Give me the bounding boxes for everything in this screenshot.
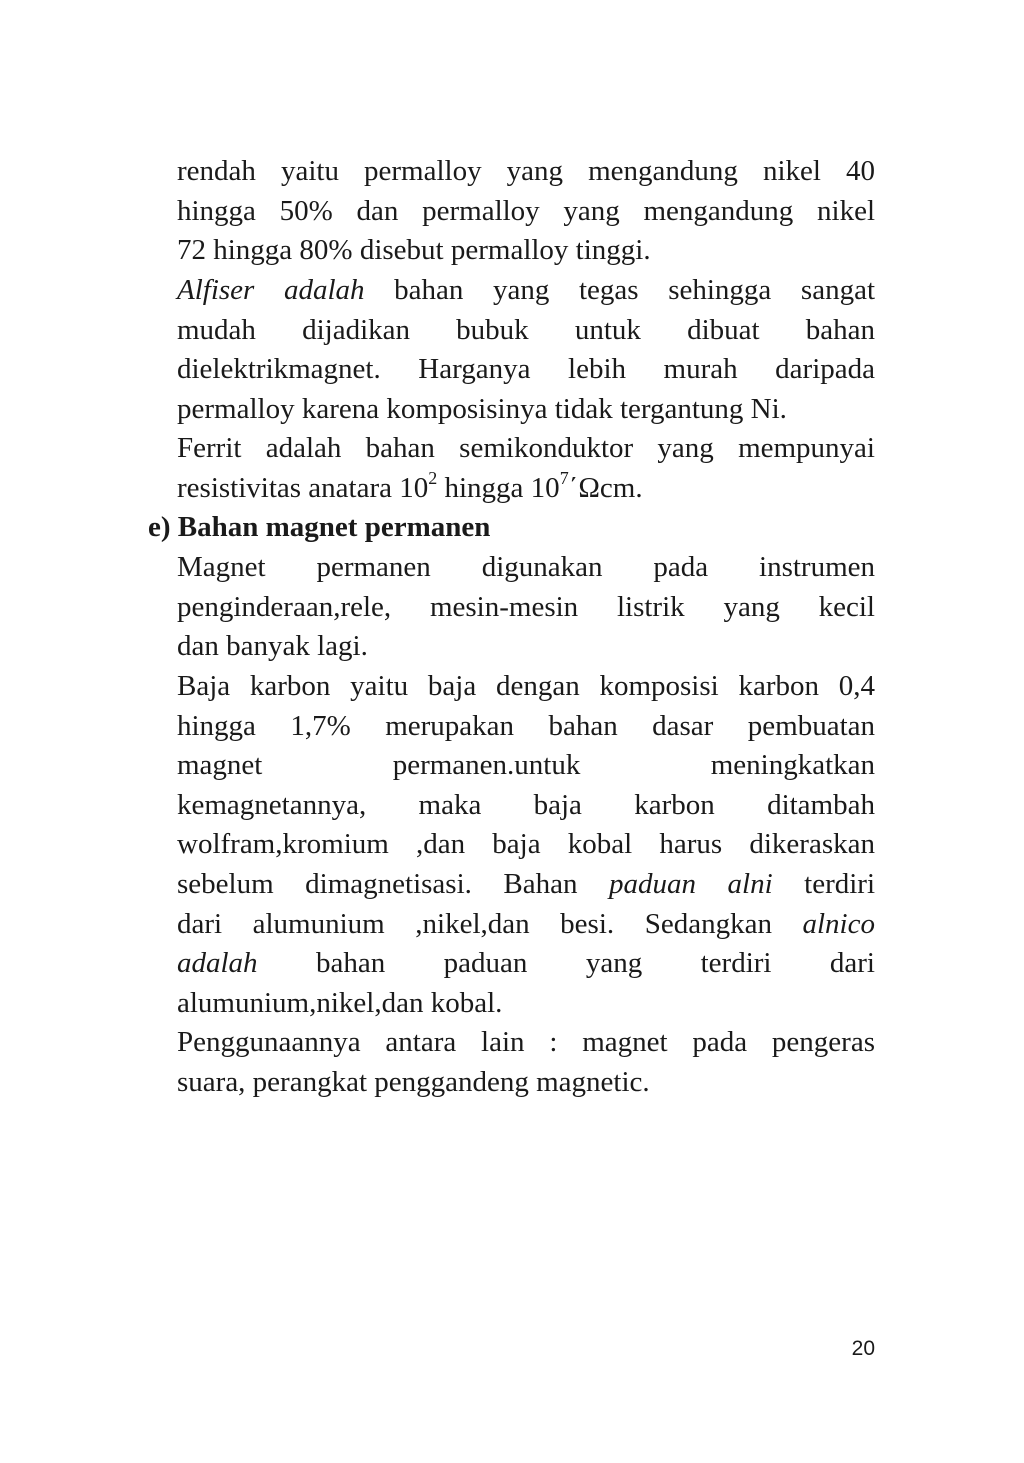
text-line: Baja karbon yaitu baja dengan komposisi karbon 0,4 bbox=[177, 670, 875, 702]
italic-term: Alfiser adalah bbox=[177, 274, 365, 306]
paragraph-penggunaan bbox=[177, 1023, 875, 1102]
text-line: dielektrikmagnet. Harganya lebih murah daripada bbox=[177, 353, 875, 386]
paragraph-permalloy bbox=[177, 152, 875, 271]
text-line: dan banyak lagi. bbox=[177, 630, 368, 663]
paragraph-baja-karbon bbox=[177, 667, 875, 1023]
italic-term: adalah bbox=[177, 947, 258, 980]
text-line: permalloy karena komposisinya tidak tergantung Ni. bbox=[177, 392, 787, 425]
text-line: Magnet permanen digunakan pada instrumen bbox=[177, 551, 875, 583]
text-line bbox=[177, 271, 875, 311]
text-run: bahan yang tegas sehingga sangat bbox=[364, 274, 876, 306]
text-line: kemagnetannya, maka baja karbon ditambah bbox=[177, 788, 875, 821]
text-line: Penggunaannya antara lain : magnet pada pengeras bbox=[177, 1026, 875, 1058]
text-line: Ferrit adalah bahan semikonduktor yang mempunyai bbox=[177, 432, 875, 464]
text-run: hingga 10 bbox=[437, 471, 560, 504]
resistivity-line bbox=[177, 469, 875, 509]
text-line: suara, perangkat penggandeng magnetic. bbox=[177, 1065, 650, 1098]
paragraph-magnet-permanen bbox=[177, 548, 875, 667]
text-run: terdiri bbox=[772, 867, 876, 900]
text-line bbox=[177, 865, 875, 905]
text-line: hingga 1,7% merupakan bahan dasar pembuatan bbox=[177, 709, 875, 742]
exponent: 7 bbox=[559, 467, 569, 488]
text-line: wolfram,kromium ,dan baja kobal harus dikeraskan bbox=[177, 828, 875, 861]
text-line bbox=[177, 944, 875, 984]
text-line: mudah dijadikan bubuk untuk dibuat bahan bbox=[177, 313, 875, 346]
text-line: rendah yaitu permalloy yang mengandung nikel 40 bbox=[177, 155, 875, 187]
text-line: hingga 50% dan permalloy yang mengandung nikel bbox=[177, 194, 875, 227]
text-line: penginderaan,rele, mesin-mesin listrik yang kecil bbox=[177, 590, 875, 623]
paragraph-alfiser bbox=[177, 271, 875, 429]
text-line: alumunium,nikel,dan kobal. bbox=[177, 986, 503, 1019]
text-run: bahan paduan yang terdiri dari bbox=[257, 947, 875, 980]
text-line bbox=[177, 905, 875, 945]
section-heading: e) Bahan magnet permanen bbox=[148, 511, 491, 543]
text-run: dari alumunium ,nikel,dan besi. Sedangkan bbox=[177, 907, 803, 940]
exponent: 2 bbox=[428, 467, 438, 488]
italic-term: paduan alni bbox=[609, 867, 773, 900]
page-number: 20 bbox=[851, 1337, 875, 1360]
text-run: resistivitas anatara 10 bbox=[177, 471, 429, 504]
text-line: 72 hingga 80% disebut permalloy tinggi. bbox=[177, 234, 651, 267]
italic-term: alnico bbox=[802, 907, 875, 940]
text-run: sebelum dimagnetisasi. Bahan bbox=[177, 867, 609, 900]
text-run: ΄Ωcm. bbox=[568, 471, 643, 504]
text-line: magnet permanen.untuk meningkatkan bbox=[177, 749, 875, 782]
paragraph-ferrit bbox=[177, 429, 875, 508]
